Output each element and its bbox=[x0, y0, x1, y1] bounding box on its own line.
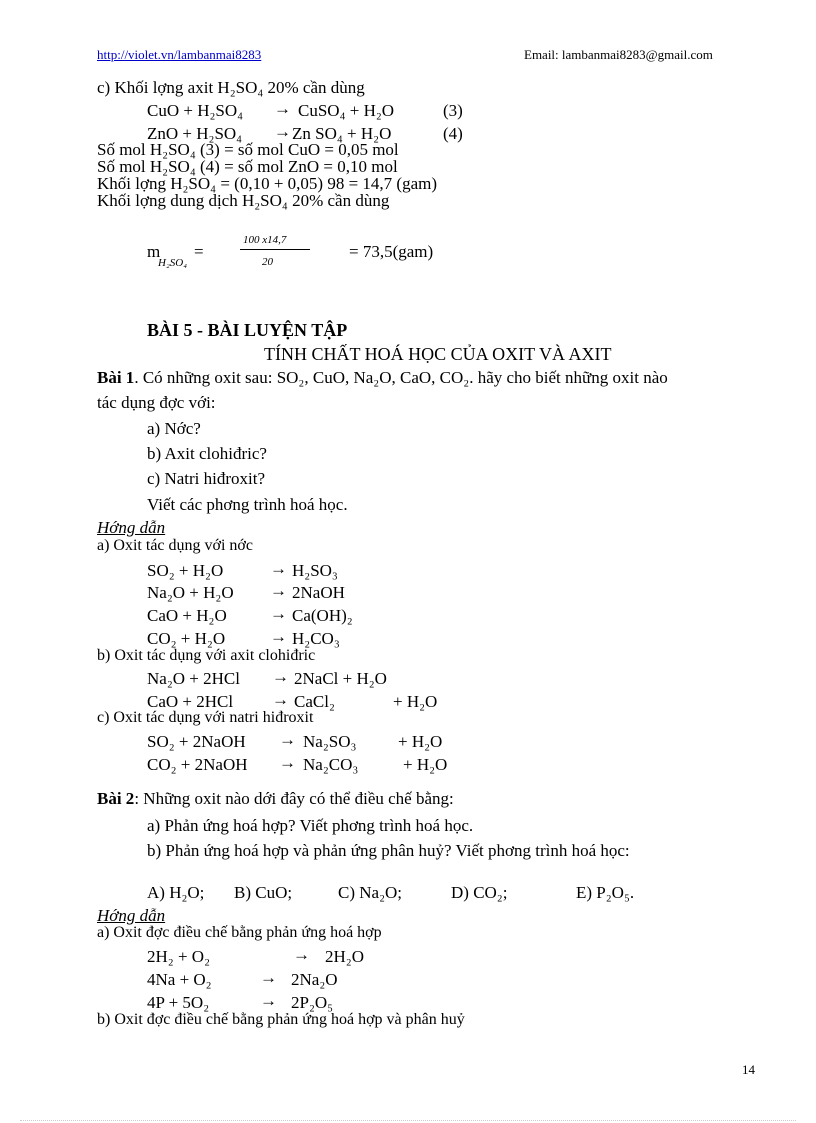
bai1-text-continued: tác dụng đợc với: bbox=[97, 393, 216, 412]
arrow-icon: → bbox=[279, 730, 296, 749]
formula-denominator: 20 bbox=[262, 256, 273, 268]
bai2-option: C) Na₂O; bbox=[338, 883, 402, 902]
bai2-item: a) Phản ứng hoá hợp? Viết phơng trình hoá học. bbox=[147, 816, 474, 835]
calc-line: Số mol H₂SO₄ (3) = số mol CuO = 0,05 mol bbox=[97, 140, 399, 159]
bai2-option: D) CO₂; bbox=[451, 883, 508, 902]
bai1-label: Bài 1 bbox=[97, 368, 135, 387]
reaction-left: Na₂O + H₂O bbox=[147, 583, 234, 602]
reaction-right: Na₂SO₃ bbox=[303, 732, 357, 751]
equation-4-left: ZnO + H₂SO₄ bbox=[147, 124, 243, 143]
arrow-icon: → bbox=[270, 627, 287, 646]
reaction-left: 4Na + O₂ bbox=[147, 970, 212, 989]
bai1-a-title: a) Oxit tác dụng với nớc bbox=[97, 537, 253, 554]
bai2-option: B) CuO; bbox=[234, 883, 293, 902]
calc-line: Khối lợng dung dịch H₂SO₄ 20% cần dùng bbox=[97, 191, 390, 210]
bai2-item: b) Phản ứng hoá hợp và phản ứng phân huỷ? Viết phơng trình hoá học: bbox=[147, 841, 630, 860]
equation-4-number: (4) bbox=[443, 124, 463, 143]
reaction-right: Ca(OH)₂ bbox=[292, 606, 353, 625]
bai2-option: A) H₂O; bbox=[147, 883, 205, 902]
bai2-text: : Những oxit nào dới đây có thể điều chế bằng: bbox=[134, 789, 454, 808]
equation-3-left: CuO + H₂SO₄ bbox=[147, 101, 244, 120]
reaction-left: CaO + 2HCl bbox=[147, 692, 234, 711]
reaction-right: H₂SO₃ bbox=[292, 561, 338, 580]
reaction-left: CaO + H₂O bbox=[147, 606, 227, 625]
part-c-title: c) Khối lợng axit H₂SO₄ 20% cần dùng bbox=[97, 78, 365, 97]
formula-result: = 73,5(gam) bbox=[349, 242, 434, 261]
arrow-icon: → bbox=[272, 690, 289, 709]
reaction-right: H₂CO₃ bbox=[292, 629, 340, 648]
formula-m-subscript: H₂SO₄ bbox=[158, 257, 188, 269]
bai2-b-title: b) Oxit đợc điều chế bằng phản ứng hoá hợp và phân huỷ bbox=[97, 1011, 465, 1028]
arrow-icon: → bbox=[270, 604, 287, 623]
reaction-right: Na₂CO₃ bbox=[303, 755, 359, 774]
header-link[interactable]: http://violet.vn/lambanmai8283 bbox=[97, 47, 262, 62]
bai1-text: . Có những oxit sau: SO₂, CuO, Na₂O, CaO, CO₂. hãy cho biết những oxit nào bbox=[134, 368, 668, 387]
reaction-right: 2NaCl + H₂O bbox=[294, 669, 387, 688]
lesson-subtitle: TÍNH CHẤT HOÁ HỌC CỦA OXIT VÀ AXIT bbox=[264, 344, 612, 364]
reaction-left: SO₂ + 2NaOH bbox=[147, 732, 246, 751]
reaction-left: CO₂ + 2NaOH bbox=[147, 755, 248, 774]
arrow-icon: → bbox=[279, 753, 296, 772]
reaction-right: CaCl₂ bbox=[294, 692, 335, 711]
arrow-icon: → bbox=[270, 581, 287, 600]
reaction-right: 2H₂O bbox=[325, 947, 364, 966]
reaction-right: 2NaOH bbox=[292, 583, 345, 602]
formula-m: m bbox=[147, 242, 161, 261]
reaction-tail: + H₂O bbox=[403, 755, 448, 774]
reaction-left: SO₂ + H₂O bbox=[147, 561, 224, 580]
reaction-left: 2H₂ + O₂ bbox=[147, 947, 210, 966]
bai1-item: b) Axit clohiđric? bbox=[147, 444, 267, 463]
arrow-icon: → bbox=[274, 99, 291, 118]
bai1-guide-heading: Hớng dẫn bbox=[97, 518, 166, 537]
bottom-divider bbox=[20, 1120, 796, 1121]
arrow-icon: → bbox=[270, 559, 287, 578]
equation-3-right: CuSO₄ + H₂O bbox=[298, 101, 395, 120]
reaction-left: Na₂O + 2HCl bbox=[147, 669, 240, 688]
formula-equals: = bbox=[194, 242, 204, 261]
reaction-left: 4P + 5O₂ bbox=[147, 993, 210, 1012]
arrow-icon: → bbox=[293, 945, 310, 964]
reaction-tail: + H₂O bbox=[393, 692, 438, 711]
reaction-right: 2Na₂O bbox=[291, 970, 338, 989]
bai2-label: Bài 2 bbox=[97, 789, 135, 808]
bai2-guide-heading: Hớng dẫn bbox=[97, 906, 166, 925]
formula-numerator: 100 x14,7 bbox=[243, 234, 287, 246]
bai1-b-title: b) Oxit tác dụng với axit clohiđric bbox=[97, 647, 316, 664]
bai1-c-title: c) Oxit tác dụng với natri hiđroxit bbox=[97, 709, 314, 726]
arrow-icon: → bbox=[260, 968, 277, 987]
reaction-right: 2P₂O₅ bbox=[291, 993, 334, 1012]
calc-line: Số mol H₂SO₄ (4) = số mol ZnO = 0,10 mol bbox=[97, 157, 398, 176]
arrow-icon: → bbox=[272, 667, 289, 686]
arrow-icon: → bbox=[274, 122, 291, 141]
lesson-title: BÀI 5 - BÀI LUYỆN TẬP bbox=[147, 320, 348, 340]
arrow-icon: → bbox=[260, 991, 277, 1010]
bai2-option: E) P₂O₅. bbox=[576, 883, 635, 902]
bai1-item: a) Nớc? bbox=[147, 419, 201, 438]
bai1-item: c) Natri hiđroxit? bbox=[147, 469, 266, 488]
fraction-bar bbox=[240, 249, 310, 250]
header-email: Email: lambanmai8283@gmail.com bbox=[524, 47, 713, 62]
reaction-tail: + H₂O bbox=[398, 732, 443, 751]
equation-3-number: (3) bbox=[443, 101, 463, 120]
bai2-a-title: a) Oxit đợc điều chế bằng phản ứng hoá hợp bbox=[97, 924, 382, 941]
equation-4-right: Zn SO₄ + H₂O bbox=[292, 124, 392, 143]
page-number: 14 bbox=[742, 1062, 755, 1077]
bai1-item: Viết các phơng trình hoá học. bbox=[147, 495, 348, 514]
calc-line: Khối lợng H₂SO₄ = (0,10 + 0,05) 98 = 14,7 (gam) bbox=[97, 174, 437, 193]
reaction-left: CO₂ + H₂O bbox=[147, 629, 226, 648]
